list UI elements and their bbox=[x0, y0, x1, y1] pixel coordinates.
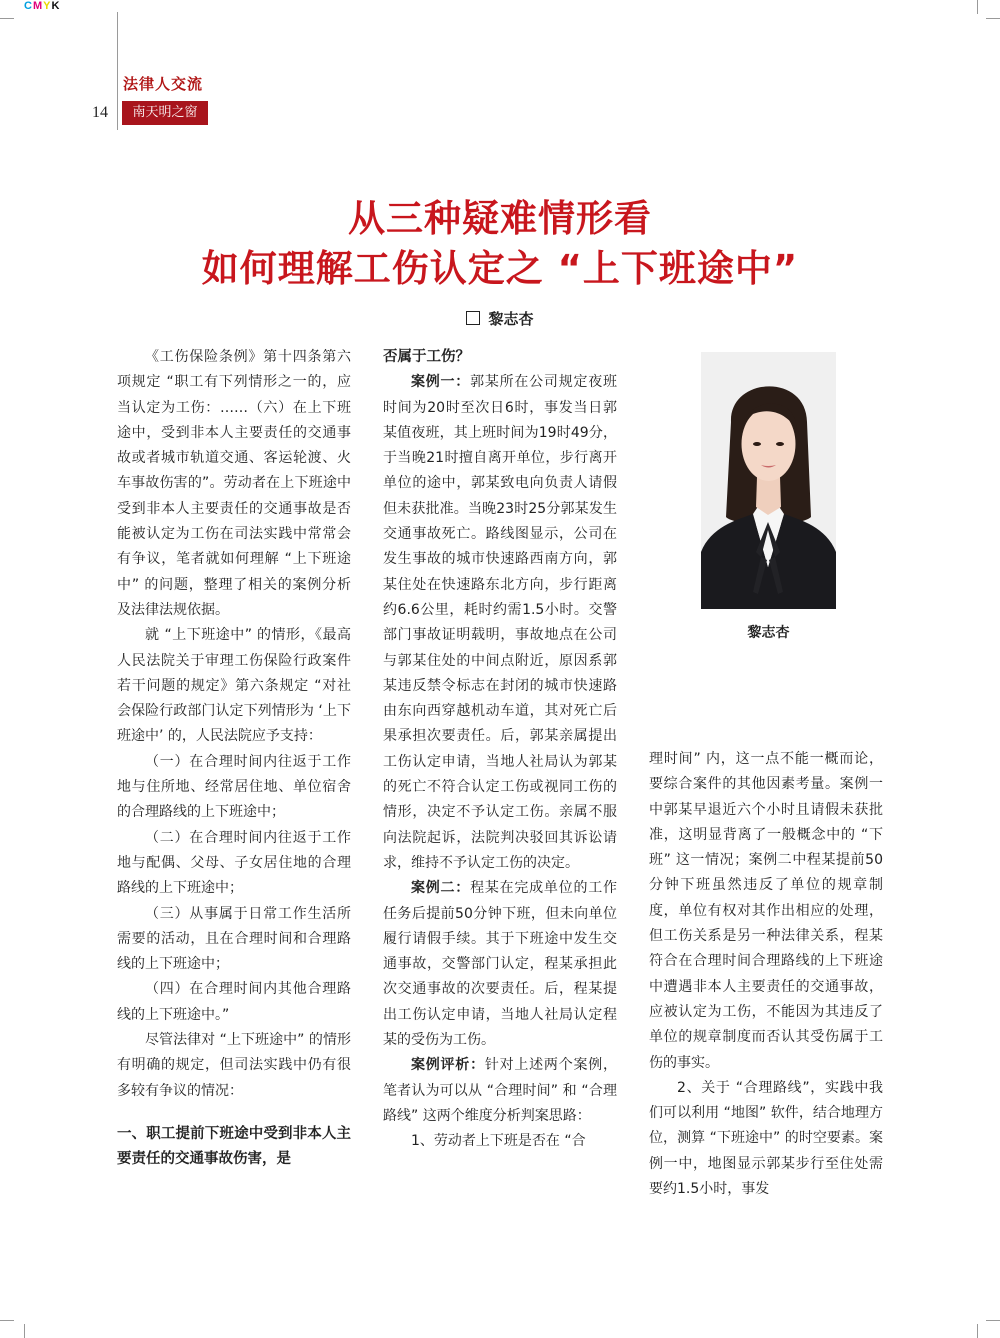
section-name: 法律人交流 bbox=[123, 75, 204, 93]
paragraph: 《工伤保险条例》第十四条第六项规定 “职工有下列情形之一的，应当认定为工伤：……（六）在上下班途中，受到非本人主要责任的交通事故或者城市轨道交通、客运轮渡、火车事故伤害的”。劳动者在上下班途中受到非本人主要责任的交通事故是否能被认定为工伤在司法实践中常常会有争议，笔者就如何理解 “上下班途中” 的问题，整理了相关的案例分析及法律法规依据。 bbox=[117, 349, 351, 618]
paragraph: 尽管法律对 “上下班途中” 的情形有明确的规定，但司法实践中仍有很多较有争议的情况： bbox=[117, 1032, 351, 1099]
text-column-2 bbox=[383, 345, 617, 1155]
paragraph-case1 bbox=[383, 370, 617, 876]
paragraph-review bbox=[383, 1053, 617, 1129]
text-column-1 bbox=[117, 345, 351, 1173]
crop-mark-bottom-right-h bbox=[986, 1320, 1000, 1321]
crop-mark-top-left-h bbox=[0, 18, 14, 19]
section-heading-continued: 否属于工伤？ bbox=[383, 349, 470, 365]
cmyk-color-bar bbox=[24, 0, 60, 12]
crop-mark-top-right-v bbox=[977, 0, 978, 14]
section-heading: 一、职工提前下班途中受到非本人主要责任的交通事故伤害，是 bbox=[117, 1125, 351, 1168]
paragraph-continued: 理时间” 内，这一点不能一概而论，要综合案件的其他因素考量。案例一中郭某早退近六个小时且请假未获批准，这明显背离了一般概念中的 “下班” 这一情况；案例二中程某提前50分钟下班虽然违反了单位的规章制度，单位有权对其作出相应的处理，但工伤关系是另一种法律关系，程某符合在合理时间合理路线的上下班途中遭遇非本人主要责任的交通事故，应被认定为工伤，不能因为其违反了单位的规章制度而否认其受伤属于工伤的事实。 bbox=[649, 751, 883, 1071]
article-title-line2: 如何理解工伤认定之 “上下班途中” bbox=[201, 247, 799, 290]
cmyk-k: K bbox=[51, 0, 61, 12]
text-column-3 bbox=[649, 747, 883, 1202]
author-line bbox=[0, 308, 1000, 329]
section-spacer bbox=[117, 1104, 351, 1122]
author-photo bbox=[701, 352, 836, 609]
review-text: 针对上述两个案例，笔者认为可以从 “合理时间” 和 “合理路线” 这两个维度分析判案思路： bbox=[383, 1057, 618, 1124]
author-name: 黎志杏 bbox=[488, 310, 534, 328]
paragraph-case2 bbox=[383, 876, 617, 1053]
cmyk-m: M bbox=[32, 0, 44, 12]
page-number: 14 bbox=[92, 104, 108, 121]
case-label: 案例二： bbox=[411, 880, 471, 897]
paragraph: （一）在合理时间内往返于工作地与住所地、经常居住地、单位宿舍的合理路线的上下班途中； bbox=[117, 753, 351, 821]
crop-mark-bottom-left-v bbox=[24, 1324, 25, 1338]
paragraph: 1、劳动者上下班是否在 “合 bbox=[411, 1133, 586, 1150]
paragraph: （二）在合理时间内往返于工作地与配偶、父母、子女居住地的合理路线的上下班途中； bbox=[117, 829, 351, 897]
cmyk-y: Y bbox=[43, 0, 52, 12]
header-divider-line bbox=[117, 12, 118, 130]
paragraph: （四）在合理时间内其他合理路线的上下班途中。” bbox=[117, 981, 351, 1023]
case-text: 郭某所在公司规定夜班时间为20时至次日6时，事发当日郭某值夜班，其上班时间为19时49分，于当晚21时擅自离开单位，步行离开单位的途中，郭某致电向负责人请假但未获批准。当晚23时25分郭某发生交通事故死亡。路线图显示，公司在发生事故的城市快速路西南方向，郭某住处在快速路东北方向，步行距离约6.6公里，耗时约需1.5小时。交警部门事故证明载明，事故地点在公司与郭某住处的中间点附近，原因系郭某违反禁令标志在封闭的城市快速路由东向西穿越机动车道，其对死亡后果承担次要责任。后，郭某亲属提出工伤认定申请，当地人社局认为郭某的死亡不符合认定工伤或视同工伤的情形，决定不予认定工伤。亲属不服向法院起诉，法院判决驳回其诉讼请求，维持不予认定工伤的决定。 bbox=[383, 374, 618, 871]
photo-caption: 黎志杏 bbox=[747, 625, 790, 641]
cmyk-c: C bbox=[24, 0, 33, 12]
article-title-line1: 从三种疑难情形看 bbox=[348, 197, 652, 240]
paragraph: 就 “上下班途中” 的情形，《最高人民法院关于审理工伤保险行政案件若干问题的规定》第六条规定 “对社会保险行政部门认定下列情形为 ‘上下班途中’ 的，人民法院应予支持： bbox=[117, 627, 351, 745]
paragraph: （三）从事属于日常工作生活所需要的活动，且在合理时间和合理路线的上下班途中； bbox=[117, 905, 351, 973]
crop-mark-bottom-right-v bbox=[977, 1324, 978, 1338]
crop-mark-top-right-h bbox=[986, 18, 1000, 19]
paragraph: 2、关于 “合理路线”，实践中我们可以利用 “地图” 软件，结合地理方位，测算 “下班途中” 的时空要素。案例一中，地图显示郭某步行至住处需要约1.5小时，事发 bbox=[649, 1079, 883, 1198]
case-text: 程某在完成单位的工作任务后提前50分钟下班，但未向单位履行请假手续。其于下班途中发生交通事故，交警部门认定，程某承担此次交通事故的次要责任。后，程某提出工伤认定申请，当地人社局认定程某的受伤为工伤。 bbox=[383, 880, 618, 1049]
case-label: 案例一： bbox=[411, 374, 471, 391]
column-tag: 南天明之窗 bbox=[122, 101, 208, 125]
square-bullet-icon bbox=[466, 311, 480, 325]
review-label: 案例评析： bbox=[411, 1057, 485, 1074]
crop-mark-bottom-left-h bbox=[0, 1320, 14, 1321]
